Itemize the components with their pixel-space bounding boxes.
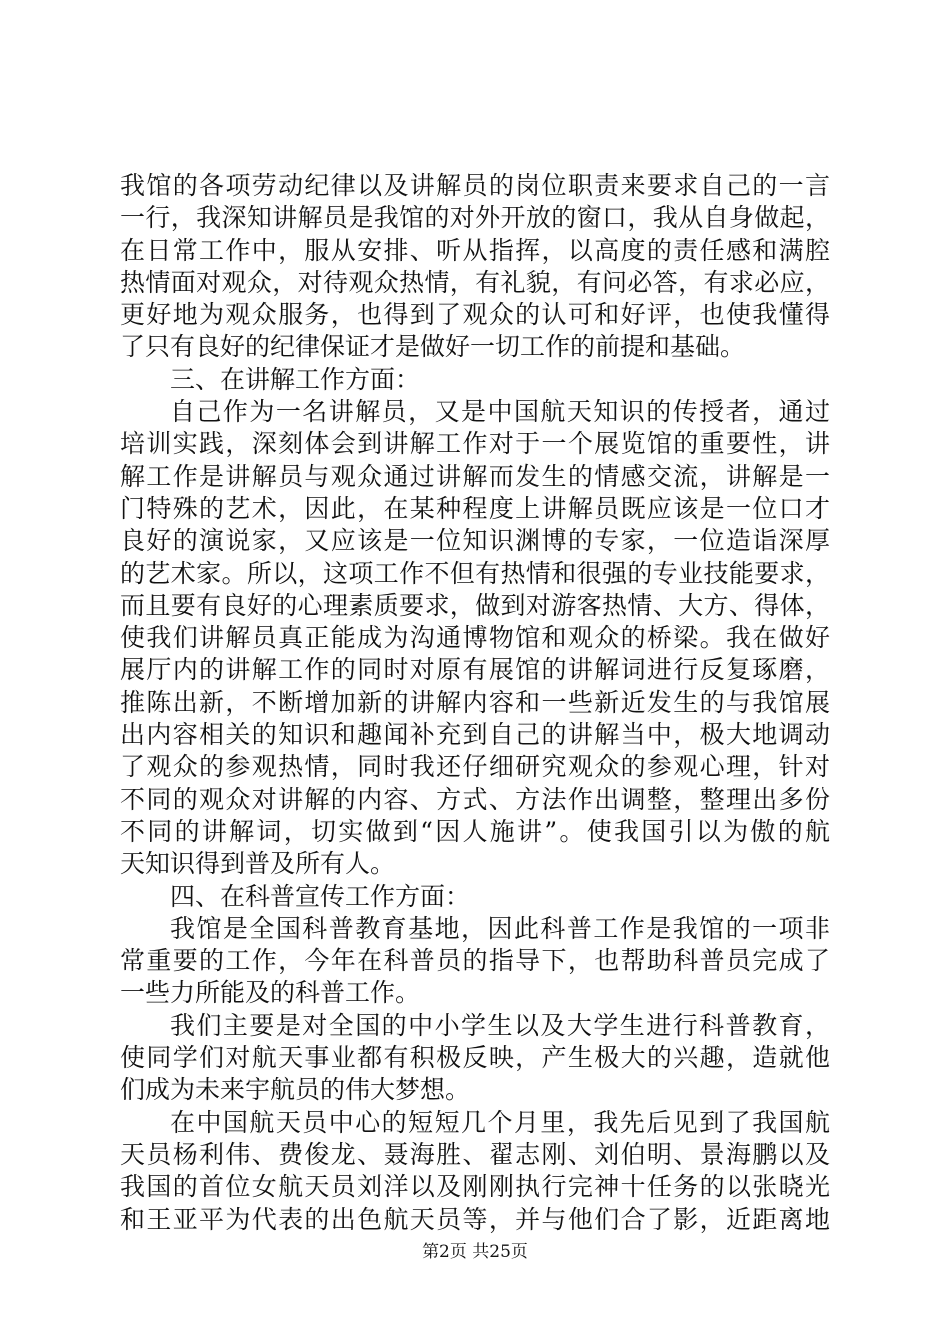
body-line: 门特殊的艺术，因此，在某种程度上讲解员既应该是一位口才 (120, 493, 830, 523)
body-line: 天员杨利伟、费俊龙、聂海胜、翟志刚、刘伯明、景海鹏以及 (120, 1139, 830, 1169)
page-number-footer: 第2页 共25页 (422, 1242, 528, 1262)
body-line: 培训实践，深刻体会到讲解工作对于一个展览馆的重要性，讲 (120, 429, 830, 459)
body-line: 解工作是讲解员与观众通过讲解而发生的情感交流，讲解是一 (120, 461, 830, 491)
body-line: 使我们讲解员真正能成为沟通博物馆和观众的桥梁。我在做好 (120, 623, 830, 653)
body-line: 了只有良好的纪律保证才是做好一切工作的前提和基础。 (120, 332, 746, 362)
body-line: 推陈出新，不断增加新的讲解内容和一些新近发生的与我馆展 (120, 687, 830, 717)
body-line: 了观众的参观热情，同时我还仔细研究观众的参观心理，针对 (120, 752, 830, 782)
body-line: 不同的讲解词，切实做到“因人施讲”。使我国引以为傲的航 (120, 816, 830, 846)
body-line: 不同的观众对讲解的内容、方式、方法作出调整，整理出多份 (120, 784, 830, 814)
body-line: 展厅内的讲解工作的同时对原有展馆的讲解词进行反复琢磨， (120, 655, 830, 685)
document-body (120, 170, 830, 1236)
section-heading: 四、在科普宣传工作方面： (170, 881, 471, 911)
body-line: 天知识得到普及所有人。 (120, 849, 396, 879)
body-line: 一些力所能及的科普工作。 (120, 978, 421, 1008)
body-line: 和王亚平为代表的出色航天员等，并与他们合了影，近距离地 (120, 1204, 830, 1234)
body-line: 在日常工作中，服从安排、听从指挥，以高度的责任感和满腔 (120, 235, 830, 265)
body-line: 在中国航天员中心的短短几个月里，我先后见到了我国航 (170, 1107, 830, 1137)
body-line: 我馆的各项劳动纪律以及讲解员的岗位职责来要求自己的一言 (120, 171, 830, 200)
body-line: 我馆是全国科普教育基地，因此科普工作是我馆的一项非 (170, 913, 830, 943)
body-line: 出内容相关的知识和趣闻补充到自己的讲解当中，极大地调动 (120, 720, 830, 750)
body-line: 而且要有良好的心理素质要求，做到对游客热情、大方、得体， (120, 590, 830, 620)
body-line: 自己作为一名讲解员，又是中国航天知识的传授者，通过 (170, 397, 830, 427)
body-line: 我国的首位女航天员刘洋以及刚刚执行完神十任务的以张晓光 (120, 1172, 830, 1202)
body-line: 一行，我深知讲解员是我馆的对外开放的窗口，我从自身做起， (120, 203, 830, 233)
body-line: 更好地为观众服务，也得到了观众的认可和好评，也使我懂得 (120, 300, 830, 330)
body-line: 我们主要是对全国的中小学生以及大学生进行科普教育， (170, 1010, 830, 1040)
body-line: 良好的演说家，又应该是一位知识渊博的专家，一位造诣深厚 (120, 526, 830, 556)
body-line: 热情面对观众，对待观众热情，有礼貌，有问必答，有求必应， (120, 267, 830, 297)
body-line: 使同学们对航天事业都有积极反映，产生极大的兴趣，造就他 (120, 1043, 830, 1073)
body-line: 常重要的工作，今年在科普员的指导下，也帮助科普员完成了 (120, 946, 830, 976)
section-heading: 三、在讲解工作方面： (170, 364, 421, 394)
body-line: 们成为未来宇航员的伟大梦想。 (120, 1075, 471, 1105)
body-line: 的艺术家。所以，这项工作不但有热情和很强的专业技能要求， (120, 558, 830, 588)
